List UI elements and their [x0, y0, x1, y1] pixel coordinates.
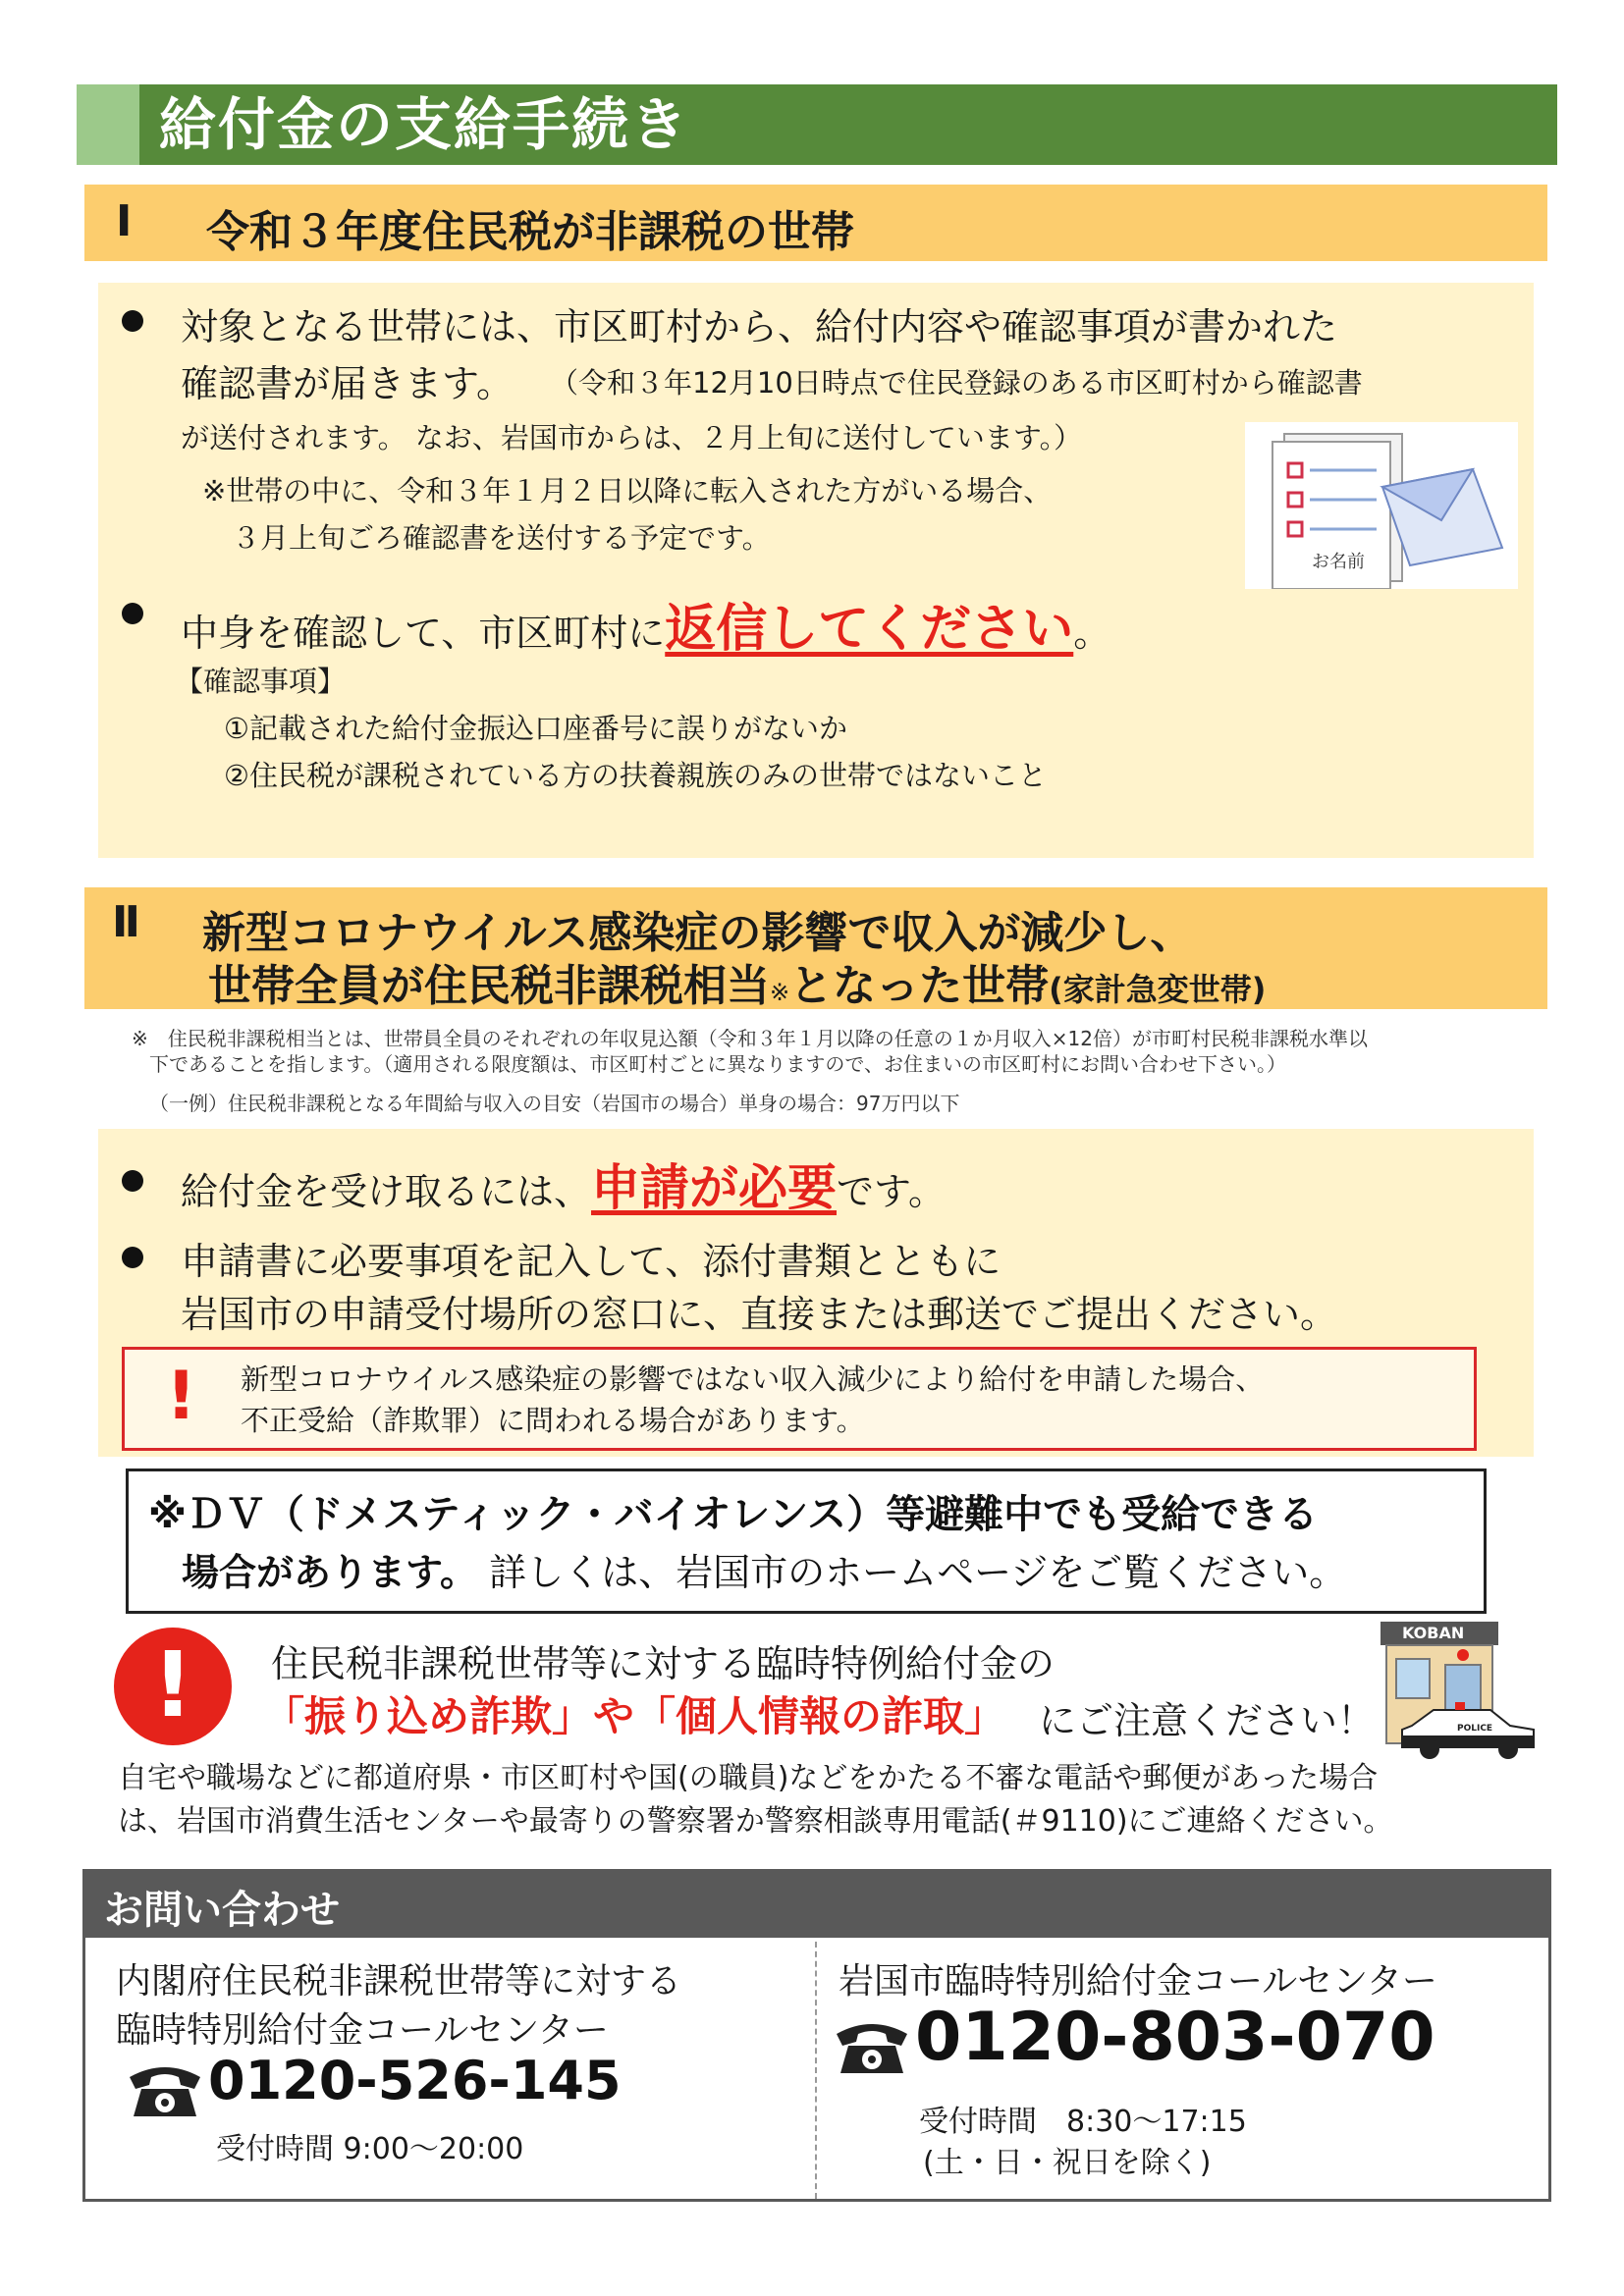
koban-sign: KOBAN — [1402, 1624, 1465, 1642]
bullet-icon — [122, 603, 143, 624]
contact-right-phone[interactable]: 0120-803-070 — [915, 1999, 1435, 2076]
contact-left-phone[interactable]: 0120-526-145 — [208, 2050, 622, 2111]
contact-right-title: 岩国市臨時特別給付金コールセンター — [839, 1961, 1437, 2002]
section2-bullet1-suffix: です。 — [837, 1170, 946, 1213]
section1-bullet1-paren: （令和３年12月10日時点で住民登録のある市区町村から確認書 — [550, 366, 1363, 400]
section2-bullet1 — [181, 1148, 946, 1219]
section2-bullet1-prefix: 給付金を受け取るには、 — [181, 1170, 592, 1213]
alert-mark: ! — [152, 1632, 193, 1737]
contact-right-hours: 受付時間 8:30～17:15 — [919, 2105, 1247, 2139]
section1-numeral: Ⅰ — [116, 196, 133, 246]
dv-line2-normal: 詳しくは、岩国市のホームページをご覧ください。 — [489, 1551, 1347, 1594]
section2-footnote-line1: ※ 住民税非課税相当とは、世帯員全員のそれぞれの年収見込額（令和３年１月以降の任意の１か月収入×12倍）が市町村民税非課税水準以 — [132, 1027, 1368, 1050]
section2-bullet2-line1: 申請書に必要事項を記入して、添付書類とともに — [181, 1240, 1001, 1283]
warning-icon: ! — [166, 1358, 197, 1435]
bullet-icon — [122, 1170, 143, 1192]
dv-line2-bold: 場合があります。 — [182, 1551, 477, 1594]
section2-title-main: 世帯全員が住民税非課税相当 — [208, 961, 770, 1011]
contact-left-title-line1: 内閣府住民税非課税世帯等に対する — [116, 1961, 682, 2002]
section1-title: 令和３年度住民税が非課税の世帯 — [206, 207, 854, 257]
section1-header — [84, 185, 1547, 261]
document-icon — [1245, 422, 1518, 589]
fraud-body-line1: 自宅や職場などに都道府県・市区町村や国(の職員)などをかたる不審な電話や郵便があった場合 — [118, 1761, 1379, 1795]
section2-title-line2 — [208, 950, 1266, 1013]
section1-bullet2-suffix: 。 — [1073, 612, 1111, 655]
fraud-line2-red: 「振り込め詐欺」や「個人情報の詐取」 — [263, 1692, 1006, 1740]
dv-notice-box — [126, 1468, 1487, 1614]
contact-header — [82, 1869, 1551, 1938]
page-title: 給付金の支給手続き — [159, 91, 690, 158]
section1-bullet1-line1: 対象となる世帯には、市区町村から、給付内容や確認事項が書かれた — [181, 305, 1338, 348]
dv-line1: ※ＤＶ（ドメスティック・バイオレンス）等避難中でも受給できる — [148, 1492, 1319, 1537]
section1-bullet2-prefix: 中身を確認して、市区町村に — [181, 612, 666, 655]
police-label: POLICE — [1457, 1724, 1493, 1734]
section2-example: （一例）住民税非課税となる年間給与収入の目安（岩国市の場合）単身の場合：97万円以下 — [149, 1092, 960, 1115]
dv-line2 — [182, 1542, 1346, 1596]
warning-box — [122, 1347, 1477, 1451]
section1-bullet2-emphasis: 返信してください — [665, 600, 1074, 659]
koban-police-illustration — [1373, 1616, 1540, 1763]
section2-footnote-line2: 下であることを指します。（適用される限度額は、市区町村ごとに異なりますので、お住まいの市区町村にお問い合わせ下さい。） — [149, 1052, 1286, 1076]
contact-divider — [815, 1942, 817, 2199]
alert-circle-icon — [114, 1628, 232, 1745]
section2-bullet1-emphasis: 申請が必要 — [591, 1159, 838, 1216]
document-envelope-illustration — [1245, 422, 1518, 589]
section1-bullet1-line2: 確認書が届きます。 — [181, 362, 514, 405]
contact-heading: お問い合わせ — [104, 1888, 340, 1933]
section2-numeral: Ⅱ — [112, 897, 140, 947]
telephone-icon — [126, 2059, 204, 2124]
section2-title-mark: ※ — [770, 979, 790, 1006]
section2-title-line1: 新型コロナウイルス感染症の影響で収入が減少し、 — [202, 908, 1194, 958]
section2-title-paren: (家計急変世帯) — [1049, 971, 1267, 1008]
check-item-1: ①記載された給付金振込口座番号に誤りがないか — [224, 712, 847, 745]
warning-line1: 新型コロナウイルス感染症の影響ではない収入減少により給付を申請した場合、 — [241, 1362, 1265, 1396]
contact-left-title-line2: 臨時特別給付金コールセンター — [116, 2010, 609, 2051]
header-accent-square — [77, 84, 139, 165]
check-heading: 【確認事項】 — [175, 665, 347, 698]
warning-line2: 不正受給（詐欺罪）に問われる場合があります。 — [241, 1404, 865, 1437]
section2-bullet2-line2: 岩国市の申請受付場所の窓口に、直接または郵送でご提出ください。 — [181, 1293, 1338, 1336]
section2-header — [84, 887, 1547, 1009]
main-header — [77, 84, 1557, 165]
fraud-line1: 住民税非課税世帯等に対する臨時特例給付金の — [271, 1642, 1056, 1685]
section1-bullet2 — [181, 587, 1110, 661]
contact-right-closed: (土・日・祝日を除く) — [923, 2146, 1212, 2180]
contact-left-hours: 受付時間 9:00～20:00 — [216, 2132, 524, 2166]
telephone-icon — [833, 2016, 911, 2081]
section2-title-end: となった世帯 — [789, 961, 1050, 1011]
fraud-body-line2: は、岩国市消費生活センターや最寄りの警察署か警察相談専用電話(＃9110)にご連絡ください。 — [118, 1804, 1393, 1839]
section1-bullet1-line3: が送付されます。 なお、岩国市からは、２月上旬に送付しています。） — [181, 421, 1083, 454]
illustration-name-label: お名前 — [1312, 552, 1365, 572]
bullet-icon — [122, 310, 143, 332]
section1-note-line2: ３月上旬ごろ確認書を送付する予定です。 — [232, 521, 771, 555]
bullet-icon — [122, 1247, 143, 1268]
section1-note-line1: ※世帯の中に、令和３年１月２日以降に転入された方がいる場合、 — [202, 474, 1053, 507]
fraud-line2-end: にご注意ください！ — [1039, 1699, 1376, 1742]
check-item-2: ②住民税が課税されている方の扶養親族のみの世帯ではないこと — [224, 759, 1047, 792]
